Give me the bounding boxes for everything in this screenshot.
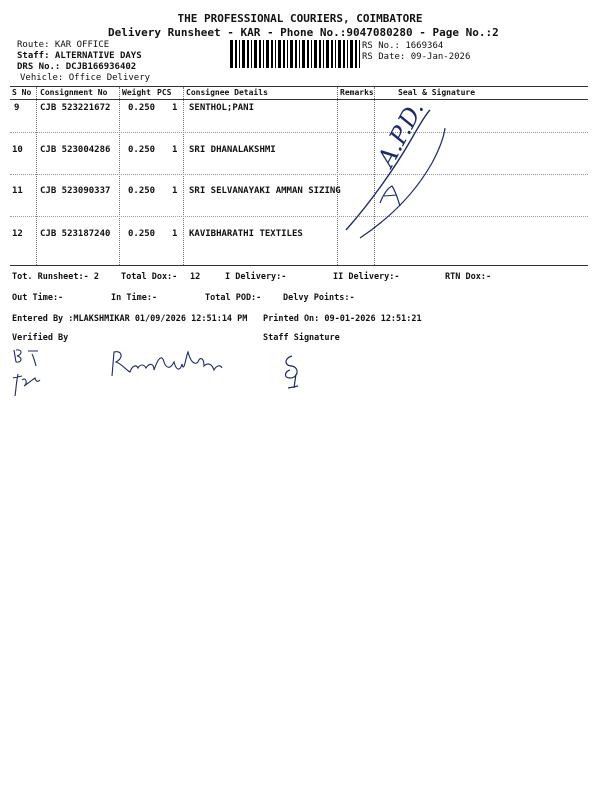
- vehicle-label: Vehicle: Office Delivery: [20, 73, 151, 83]
- col-consignee: Consignee Details: [186, 88, 268, 97]
- table-header-rule: [10, 99, 588, 100]
- col-sno: S No: [12, 88, 32, 97]
- printed-on: Printed On: 09-01-2026 12:51:21: [263, 314, 422, 324]
- total-dox-label: Total Dox:-: [121, 272, 178, 282]
- route-label: Route: KAR OFFICE: [17, 40, 110, 50]
- row-divider: [10, 174, 588, 175]
- i-delivery: I Delivery:-: [225, 272, 287, 282]
- col-divider: [183, 87, 184, 265]
- table-row-consignment: CJB 523004286: [40, 145, 111, 155]
- table-row-weight: 0.250: [128, 103, 156, 113]
- table-row-sno: 11: [12, 186, 23, 196]
- delvy-points: Delvy Points:-: [283, 293, 355, 303]
- runsheet-subtitle: Delivery Runsheet - KAR - Phone No.:9047080280 - Page No.:2: [108, 26, 499, 39]
- in-time: In Time:-: [111, 293, 158, 303]
- table-row-consignee: KAVIBHARATHI TEXTILES: [189, 229, 303, 239]
- verified-by-label: Verified By: [12, 333, 69, 343]
- drs-number: DRS No.: DCJB166936402: [17, 62, 137, 72]
- total-pod: Total POD:-: [205, 293, 262, 303]
- verified-signature-2: [108, 348, 233, 380]
- table-row-weight: 0.250: [128, 229, 156, 239]
- table-row-pcs: 1: [172, 229, 178, 239]
- staff-signature-label: Staff Signature: [263, 333, 340, 343]
- table-row-consignment: CJB 523187240: [40, 229, 111, 239]
- verified-signature-1: [10, 346, 55, 398]
- row-divider: [10, 132, 588, 133]
- rs-date: RS Date: 09-Jan-2026: [362, 52, 471, 62]
- col-divider: [337, 87, 338, 265]
- stamp-text: A.P.D.: [372, 96, 430, 172]
- barcode: [230, 40, 360, 68]
- company-name: THE PROFESSIONAL COURIERS, COIMBATORE: [177, 12, 423, 25]
- total-dox-value: 12: [190, 272, 201, 282]
- table-row-consignee: SENTHOL;PANI: [189, 103, 255, 113]
- col-remarks: Remarks: [340, 88, 374, 97]
- tot-runsheet: Tot. Runsheet:- 2: [12, 272, 99, 282]
- table-bottom-rule: [10, 265, 588, 266]
- table-row-sno: 10: [12, 145, 23, 155]
- out-time: Out Time:-: [12, 293, 64, 303]
- table-row-consignment: CJB 523221672: [40, 103, 111, 113]
- col-divider: [119, 87, 120, 265]
- staff-label: Staff: ALTERNATIVE DAYS: [17, 51, 142, 61]
- rs-number: RS No.: 1669364: [362, 41, 444, 51]
- table-top-rule: [10, 86, 588, 87]
- staff-signature: [278, 350, 308, 392]
- table-row-pcs: 1: [172, 186, 178, 196]
- row-divider: [10, 216, 588, 217]
- col-pcs: PCS: [157, 88, 172, 97]
- col-divider: [36, 87, 37, 265]
- col-seal-signature: Seal & Signature: [398, 88, 476, 97]
- table-row-consignee: SRI DHANALAKSHMI: [189, 145, 276, 155]
- entered-by: Entered By :MLAKSHMIKAR 01/09/2026 12:51:14 PM: [12, 314, 248, 324]
- table-row-consignment: CJB 523090337: [40, 186, 111, 196]
- table-row-weight: 0.250: [128, 186, 156, 196]
- rtn-dox: RTN Dox:-: [445, 272, 492, 282]
- ii-delivery: II Delivery:-: [333, 272, 400, 282]
- col-weight: Weight: [122, 88, 151, 97]
- table-row-pcs: 1: [172, 103, 178, 113]
- table-row-pcs: 1: [172, 145, 178, 155]
- table-row-sno: 12: [12, 229, 23, 239]
- col-consignment: Consignment No: [40, 88, 108, 97]
- table-row-sno: 9: [14, 103, 20, 113]
- table-row-consignee: SRI SELVANAYAKI AMMAN SIZING: [189, 186, 341, 196]
- table-row-weight: 0.250: [128, 145, 156, 155]
